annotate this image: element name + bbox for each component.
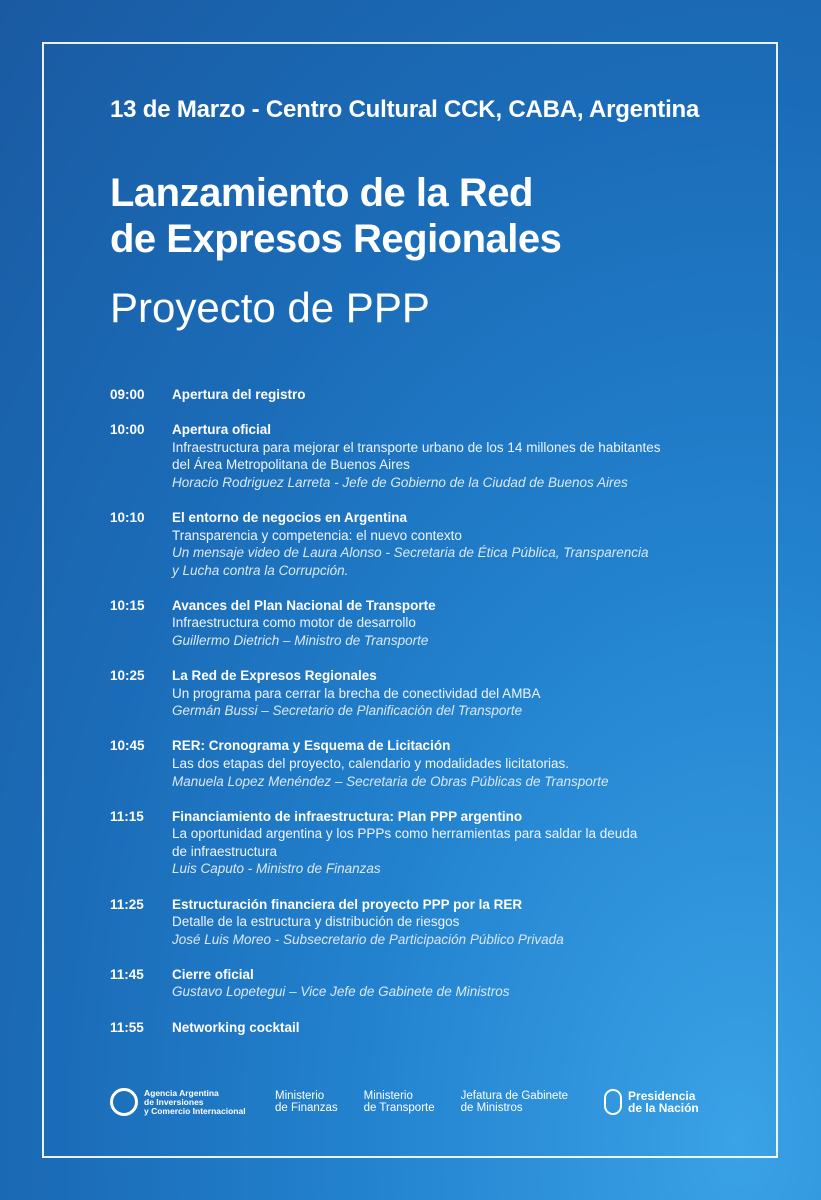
agenda-time: 11:25	[110, 896, 144, 912]
agenda-time: 10:10	[110, 509, 145, 525]
agenda-speaker: Luis Caputo - Ministro de Finanzas	[172, 861, 381, 877]
agenda-title: Avances del Plan Nacional de Transporte	[172, 597, 436, 613]
agenda-content	[172, 509, 649, 579]
agenda-time: 10:25	[110, 668, 145, 684]
agenda-item	[110, 667, 730, 720]
agenda-time: 10:00	[110, 422, 145, 438]
event-date-location: 13 de Marzo - Centro Cultural CCK, CABA, Argentina	[110, 96, 700, 123]
agenda-speaker: Gustavo Lopetegui – Vice Jefe de Gabinete de Ministros	[172, 984, 510, 1000]
agenda-speaker: Manuela Lopez Menéndez – Secretaria de Obras Públicas de Transporte	[172, 773, 609, 789]
agenda-title: RER: Cronograma y Esquema de Licitación	[172, 738, 451, 754]
agenda-description: Infraestructura como motor de desarrollo	[172, 615, 416, 631]
agenda-description: Detalle de la estructura y distribución de riesgos	[172, 914, 460, 930]
agenda-item	[110, 386, 730, 404]
agenda-item	[110, 896, 730, 949]
agenda-list	[110, 386, 730, 1054]
logo-text: de Transporte	[363, 1102, 435, 1114]
title-line: Lanzamiento de la Red	[110, 171, 533, 215]
agenda-title: El entorno de negocios en Argentina	[172, 509, 408, 525]
logo-text: Agencia Argentina	[144, 1087, 219, 1098]
agenda-content	[172, 737, 609, 790]
agenda-time: 11:45	[110, 966, 144, 982]
logo-text: Ministerio	[275, 1090, 325, 1102]
agenda-item	[110, 421, 730, 491]
agenda-speaker: Horacio Rodriguez Larreta - Jefe de Gobierno de la Ciudad de Buenos Aires	[172, 474, 628, 490]
title-line: de Expresos Regionales	[110, 217, 562, 261]
agenda-time: 11:15	[110, 808, 144, 824]
agenda-description: de infraestructura	[172, 843, 278, 859]
agenda-speaker: y Lucha contra la Corrupción.	[172, 562, 349, 578]
ministerio-finanzas-logo	[275, 1090, 338, 1114]
agenda-content	[172, 808, 637, 878]
agenda-time: 10:15	[110, 597, 145, 613]
agenda-title: Estructuración financiera del proyecto PPP por la RER	[172, 896, 523, 912]
logo-text: de Finanzas	[275, 1102, 338, 1114]
presidencia-logo	[604, 1089, 699, 1115]
agenda-description: Las dos etapas del proyecto, calendario y modalidades licitatorias.	[172, 756, 569, 771]
agency-logo	[110, 1088, 275, 1116]
event-subtitle: Proyecto de PPP	[110, 284, 430, 331]
agenda-speaker: Un mensaje video de Laura Alonso - Secretaria de Ética Pública, Transparencia	[172, 545, 649, 561]
jefatura-gabinete-logo	[461, 1090, 568, 1114]
agenda-title: Networking cocktail	[172, 1019, 300, 1035]
agenda-item	[110, 737, 730, 790]
agenda-item	[110, 509, 730, 579]
logo-text: de Ministros	[460, 1102, 523, 1114]
logo-text: Ministerio	[363, 1090, 413, 1102]
agenda-title: La Red de Expresos Regionales	[172, 668, 377, 684]
logo-text: de Inversiones	[144, 1096, 204, 1107]
agenda-title: Apertura oficial	[172, 422, 272, 438]
agenda-content	[172, 597, 436, 650]
agenda-item	[110, 966, 730, 1001]
ministerio-transporte-logo	[364, 1090, 435, 1114]
agenda-content	[172, 896, 564, 949]
agenda-speaker: José Luis Moreo - Subsecretario de Participación Público Privada	[172, 931, 564, 947]
agency-ring-icon	[110, 1088, 138, 1116]
agenda-time: 11:55	[110, 1019, 144, 1035]
agenda-speaker: Germán Bussi – Secretario de Planificación del Transporte	[172, 703, 523, 719]
agenda-title: Cierre oficial	[172, 966, 254, 982]
agenda-time: 10:45	[110, 738, 145, 754]
agenda-description: Un programa para cerrar la brecha de conectividad del AMBA	[172, 685, 541, 701]
logo-text: Presidencia	[628, 1089, 696, 1103]
agenda-description: Infraestructura para mejorar el transporte urbano de los 14 millones de habitantes	[172, 439, 661, 455]
agenda-content	[172, 386, 306, 404]
logo-text: de la Nación	[628, 1101, 699, 1115]
agenda-title: Apertura del registro	[172, 387, 306, 402]
agenda-description: La oportunidad argentina y los PPPs como herramientas para saldar la deuda	[172, 826, 638, 842]
agenda-item	[110, 1019, 730, 1037]
coat-of-arms-icon	[604, 1089, 622, 1115]
logo-text: y Comercio Internacional	[144, 1105, 246, 1116]
event-title	[110, 170, 561, 262]
agenda-content	[172, 667, 540, 720]
sponsor-footer	[110, 1082, 710, 1122]
agenda-item	[110, 597, 730, 650]
agenda-content	[172, 1019, 300, 1037]
agenda-description: del Área Metropolitana de Buenos Aires	[172, 457, 410, 473]
agenda-content	[172, 966, 509, 1001]
agenda-time: 09:00	[110, 387, 145, 402]
agenda-item	[110, 808, 730, 878]
agenda-description: Transparencia y competencia: el nuevo contexto	[172, 527, 462, 543]
agenda-speaker: Guillermo Dietrich – Ministro de Transporte	[172, 633, 429, 649]
logo-text: Jefatura de Gabinete	[460, 1090, 569, 1102]
agenda-content	[172, 421, 661, 491]
agenda-title: Financiamiento de infraestructura: Plan PPP argentino	[172, 808, 523, 824]
